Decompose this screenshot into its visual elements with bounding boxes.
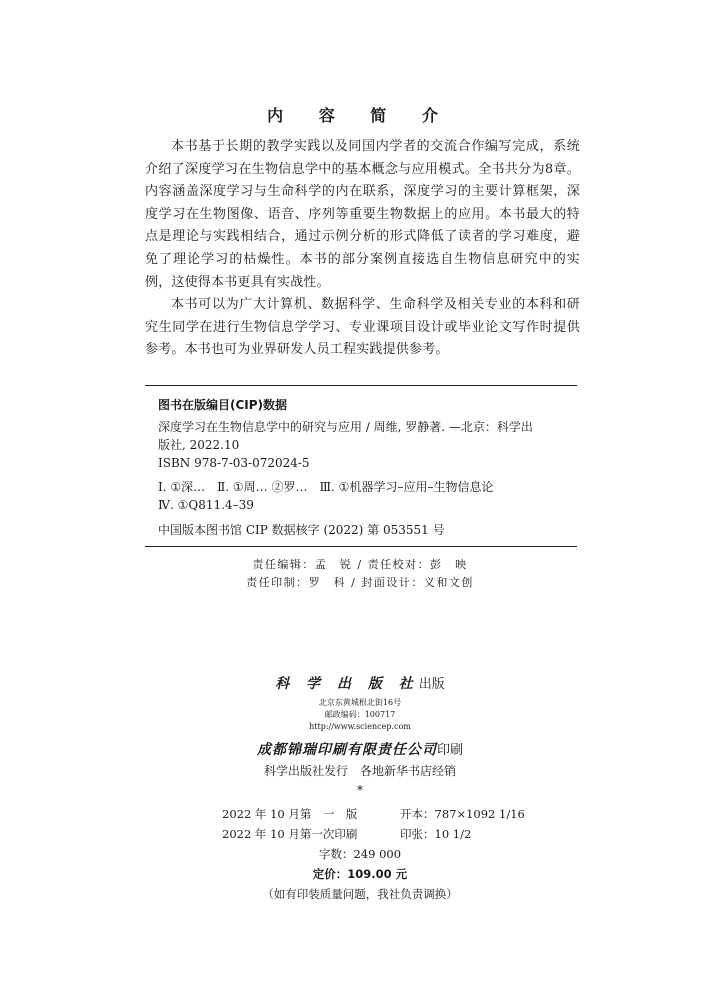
- cip-heading: 图书在版编目(CIP)数据: [158, 398, 288, 412]
- cip-classification-1: Ⅰ. ①深… Ⅱ. ①周… ②罗… Ⅲ. ①机器学习–应用–生物信息论: [158, 480, 494, 494]
- abstract-paragraph-1: 本书基于长期的教学实践以及同国内学者的交流合作编写完成，系统介绍了深度学习在生物信息学中的基本概念与应用模式。全书共分为8章。内容涵盖深度学习与生命科学的内在联系，深度学习的主要计算框架，深度学习在生物图像、语音、序列等重要生物数据上的应用。本书最大的特点是理论与实践相结合，通过示例分析的形式降低了读者的学习难度，避免了理论学习的枯燥性。本书的部分案例直接选自生物信息研究中的实例，这使得本书更具有实战性。: [145, 139, 580, 290]
- publisher-postcode: 邮政编码：100717: [324, 710, 396, 719]
- publisher-address: 北京东黄城根北街16号: [318, 698, 402, 707]
- word-count: 字数：249 000: [318, 847, 402, 861]
- sheets: 印张：10 1/2: [400, 827, 472, 841]
- quality-notice: （如有印装质量问题，我社负责调换）: [262, 887, 458, 901]
- edition-date: 2022 年 10 月第 一 版: [222, 807, 358, 821]
- price: 定价：109.00 元: [312, 867, 408, 881]
- print-date: 2022 年 10 月第一次印刷: [222, 827, 358, 841]
- cip-verification: 中国版本图书馆 CIP 数据核字 (2022) 第 053551 号: [158, 523, 445, 537]
- format: 开本：787×1092 1/16: [400, 807, 525, 821]
- publisher-suffix: 出版: [418, 677, 445, 692]
- publisher-name: 科 学 出 版 社: [275, 676, 419, 692]
- cip-title-line-2: 版社, 2022.10: [158, 438, 240, 452]
- printer-line: [0, 739, 720, 759]
- credits-editors: 责任编辑：孟 锐 / 责任校对：彭 映: [252, 558, 468, 571]
- page-title: 内 容 简 介: [267, 106, 453, 125]
- cip-title-line-1: 深度学习在生物信息学中的研究与应用 / 周维, 罗静著. —北京：科学出: [158, 420, 533, 434]
- cip-bottom-rule: [145, 546, 577, 547]
- abstract-paragraph-2: 本书可以为广大计算机、数据科学、生命科学及相关专业的本科和研究生同学在进行生物信息学学习、专业课项目设计或毕业论文写作时提供参考。本书也可为业界研发人员工程实践提供参考。: [145, 297, 580, 358]
- printer-name: 成都锦瑞印刷有限责任公司: [256, 742, 437, 758]
- cip-top-rule: [145, 385, 577, 386]
- abstract-section: [145, 136, 580, 362]
- publisher-url: http://www.sciencep.com: [309, 722, 411, 731]
- distribution: 科学出版社发行 各地新华书店经销: [263, 764, 456, 778]
- printer-suffix: 印刷: [436, 743, 463, 758]
- separator-asterisk: *: [357, 783, 363, 797]
- cip-isbn: ISBN 978-7-03-072024-5: [158, 456, 310, 470]
- cip-classification-2: Ⅳ. ①Q811.4–39: [158, 498, 254, 512]
- credits-production: 责任印制：罗 科 / 封面设计：义和文创: [246, 576, 474, 589]
- publisher-line: [0, 673, 720, 693]
